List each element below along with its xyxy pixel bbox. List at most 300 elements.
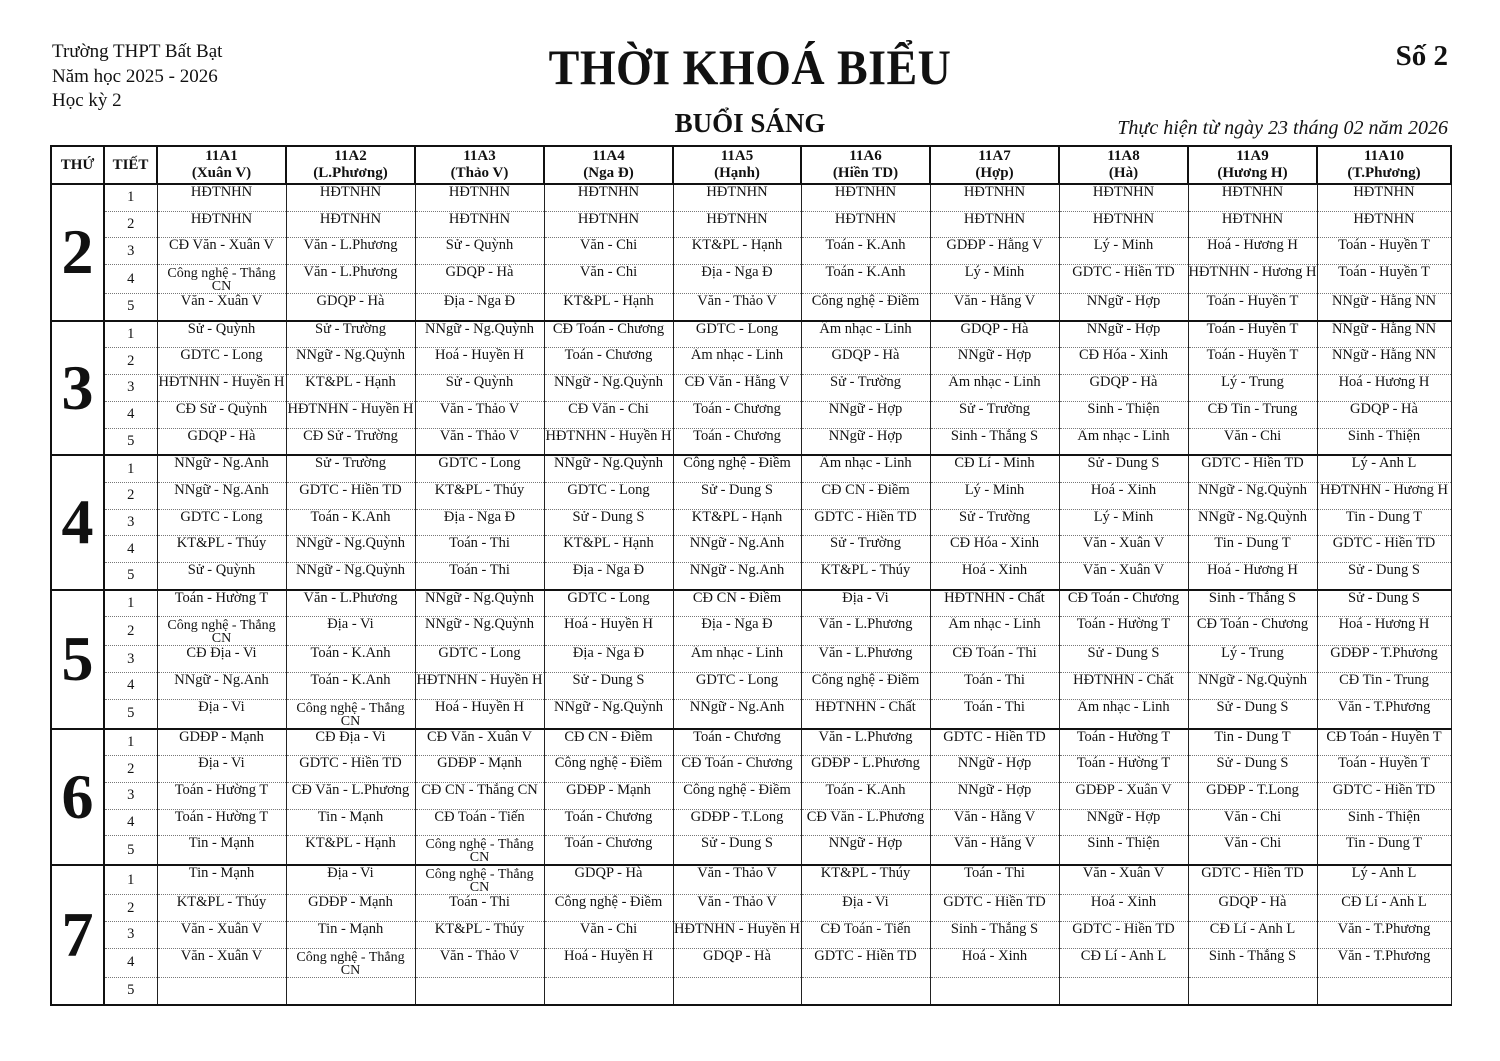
lesson-cell <box>1059 536 1188 563</box>
lesson-cell <box>1317 699 1451 729</box>
timetable <box>50 145 1452 1006</box>
lesson-cell <box>286 948 415 977</box>
lesson-text: Địa - Nga Đ <box>443 509 516 525</box>
lesson-text: KT&PL - Thúy <box>176 536 267 552</box>
lesson-text: GDQP - Hà <box>574 866 643 882</box>
period-number: 5 <box>104 977 157 1004</box>
lesson-text: HĐTNHN - Chất <box>944 590 1045 606</box>
lesson-cell <box>415 948 544 977</box>
lesson-text: CĐ Văn - Xuân V <box>427 729 532 745</box>
lesson-text: HĐTNHN <box>448 211 511 227</box>
lesson-text: Văn - Hằng V <box>953 836 1036 852</box>
lesson-cell <box>286 617 415 646</box>
period-number: 3 <box>104 509 157 536</box>
table-row <box>51 348 1451 375</box>
lesson-text: GDTC - Hiền TD <box>1072 922 1175 938</box>
lesson-text: HĐTNHN <box>1092 211 1155 227</box>
lesson-cell <box>286 428 415 455</box>
lesson-text: HĐTNHN <box>963 185 1026 200</box>
lesson-text: Sinh - Thắng S <box>950 428 1039 444</box>
lesson-cell <box>286 783 415 810</box>
lesson-cell <box>673 948 801 977</box>
lesson-cell <box>1188 482 1317 509</box>
lesson-cell <box>1188 509 1317 536</box>
lesson-text: KT&PL - Hạnh <box>305 375 396 391</box>
lesson-cell <box>673 482 801 509</box>
page-title: THỜI KHOÁ BIỂU <box>548 39 952 95</box>
lesson-text: CĐ Toán - Chương <box>681 756 793 772</box>
table-row <box>51 562 1451 589</box>
column-header-class <box>673 146 801 184</box>
lesson-text: Công nghệ - Điềm <box>554 895 663 911</box>
lesson-cell <box>415 562 544 589</box>
lesson-cell <box>930 455 1059 482</box>
lesson-cell <box>1188 809 1317 836</box>
period-number: 1 <box>104 590 157 617</box>
lesson-cell <box>1188 922 1317 949</box>
lesson-cell <box>157 348 286 375</box>
homeroom-teacher: (Hiền TD) <box>832 165 899 181</box>
lesson-cell <box>415 482 544 509</box>
lesson-cell <box>930 673 1059 700</box>
lesson-text: CĐ Toán - Tiến <box>434 809 525 825</box>
lesson-cell <box>157 509 286 536</box>
lesson-text: Văn - Chi <box>579 922 638 938</box>
homeroom-teacher: (Thảo V) <box>450 165 509 181</box>
lesson-text: GDĐP - T.Long <box>690 809 784 825</box>
lesson-text: CĐ Toán - Chương <box>1196 617 1309 633</box>
lesson-text: NNgữ - Ng.Quỳnh <box>1198 509 1307 525</box>
lesson-text: NNgữ - Ng.Quỳnh <box>1198 673 1307 688</box>
lesson-cell <box>1188 375 1317 402</box>
lesson-text: Lý - Anh L <box>1351 866 1417 882</box>
period-number: 4 <box>104 673 157 700</box>
table-row <box>51 699 1451 729</box>
lesson-text: GDĐP - Mạnh <box>308 895 393 911</box>
lesson-text: CĐ Toán - Thi <box>952 646 1037 662</box>
lesson-cell <box>157 590 286 617</box>
table-row <box>51 590 1451 617</box>
lesson-text: Toán - Huyền T <box>1206 348 1299 364</box>
lesson-cell <box>1188 265 1317 294</box>
lesson-cell <box>673 783 801 810</box>
day-label: 4 <box>51 455 104 589</box>
lesson-cell <box>930 509 1059 536</box>
lesson-cell <box>544 590 673 617</box>
lesson-text: CĐ CN - Thắng CN <box>421 783 538 799</box>
lesson-text: NNgữ - Ng.Quỳnh <box>425 617 534 633</box>
lesson-text: Sử - Dung S <box>572 673 645 688</box>
lesson-text: Địa - Vi <box>842 590 889 606</box>
lesson-cell <box>1188 455 1317 482</box>
lesson-text: CĐ Địa - Vi <box>315 729 386 745</box>
lesson-text: Tin - Dung T <box>1214 729 1291 745</box>
lesson-cell <box>673 238 801 265</box>
lesson-cell <box>415 294 544 321</box>
period-number: 5 <box>104 294 157 321</box>
lesson-text: Toán - Huyền T <box>1338 238 1430 254</box>
lesson-cell <box>1188 948 1317 977</box>
table-row <box>51 617 1451 646</box>
lesson-text: NNgữ - Ng.Anh <box>174 456 269 472</box>
table-row <box>51 729 1451 756</box>
lesson-text: Văn - Xuân V <box>180 922 263 938</box>
lesson-text: KT&PL - Thúy <box>820 562 911 578</box>
lesson-cell <box>801 836 930 866</box>
lesson-text: Sử - Dung S <box>1216 756 1289 772</box>
lesson-cell <box>286 375 415 402</box>
lesson-text: CĐ CN - Điềm <box>821 482 910 498</box>
lesson-text: CĐ Lí - Anh L <box>1341 895 1427 911</box>
lesson-cell <box>415 977 544 1004</box>
day-label: 7 <box>51 865 104 1004</box>
column-header-class <box>1059 146 1188 184</box>
column-header-period: TIẾT <box>104 146 157 184</box>
table-row <box>51 948 1451 977</box>
lesson-cell <box>930 482 1059 509</box>
lesson-text: Sử - Trường <box>830 536 901 552</box>
lesson-text: Văn - Thảo V <box>697 895 777 911</box>
day-label: 5 <box>51 590 104 729</box>
lesson-cell <box>1188 977 1317 1004</box>
lesson-text: Hoá - Huyền H <box>564 948 653 964</box>
lesson-text: Sinh - Thắng S <box>1208 948 1297 964</box>
lesson-cell <box>157 428 286 455</box>
lesson-text: CĐ CN - Điềm <box>692 590 782 606</box>
lesson-cell <box>286 562 415 589</box>
lesson-cell <box>286 211 415 238</box>
lesson-text: CĐ Toán - Huyền T <box>1326 729 1442 745</box>
lesson-text: Văn - L.Phương <box>303 238 398 254</box>
lesson-cell <box>286 865 415 895</box>
period-number: 4 <box>104 401 157 428</box>
lesson-cell <box>544 809 673 836</box>
lesson-cell <box>1317 294 1451 321</box>
lesson-text: NNgữ - Ng.Quỳnh <box>425 321 534 337</box>
lesson-cell <box>1059 375 1188 402</box>
lesson-cell <box>1188 783 1317 810</box>
lesson-text: Sử - Quỳnh <box>445 238 514 254</box>
lesson-cell <box>1188 895 1317 922</box>
lesson-cell <box>673 809 801 836</box>
lesson-text: GDĐP - Hằng V <box>946 238 1043 254</box>
lesson-text <box>416 978 544 1004</box>
lesson-cell <box>673 509 801 536</box>
lesson-text: GDTC - Hiền TD <box>1201 866 1304 882</box>
lesson-text: CĐ Toán - Tiến <box>820 922 911 938</box>
lesson-text: Âm nhạc - Linh <box>948 617 1041 633</box>
lesson-text: GDTC - Long <box>180 348 263 364</box>
lesson-cell <box>1188 756 1317 783</box>
lesson-cell <box>415 590 544 617</box>
lesson-text: Văn - L.Phương <box>303 265 398 281</box>
lesson-text: Văn - Chi <box>1223 809 1282 825</box>
lesson-cell <box>286 977 415 1004</box>
lesson-cell <box>930 809 1059 836</box>
lesson-cell <box>544 865 673 895</box>
lesson-cell <box>157 809 286 836</box>
lesson-cell <box>1059 482 1188 509</box>
lesson-cell <box>801 590 930 617</box>
lesson-cell <box>930 699 1059 729</box>
lesson-text: CĐ Hóa - Xinh <box>949 536 1039 552</box>
lesson-text: Văn - Chi <box>579 265 638 281</box>
lesson-cell <box>801 562 930 589</box>
lesson-text: Văn - Chi <box>579 238 638 254</box>
lesson-cell <box>157 294 286 321</box>
lesson-cell <box>1317 673 1451 700</box>
period-number: 2 <box>104 895 157 922</box>
table-row <box>51 482 1451 509</box>
class-name: 11A6 <box>849 148 882 164</box>
lesson-cell <box>544 562 673 589</box>
period-number: 5 <box>104 699 157 729</box>
lesson-text: GDTC - Long <box>567 590 650 606</box>
lesson-text: CĐ Toán - Chương <box>552 321 665 337</box>
period-number: 3 <box>104 922 157 949</box>
lesson-cell <box>673 401 801 428</box>
lesson-text: Toán - Hường T <box>174 590 269 606</box>
lesson-cell <box>157 617 286 646</box>
lesson-cell <box>157 836 286 866</box>
homeroom-teacher: (Hợp) <box>975 165 1014 181</box>
period-number: 1 <box>104 865 157 895</box>
lesson-text: Sử - Dung S <box>1348 562 1420 578</box>
lesson-text: GDQP - Hà <box>316 294 385 310</box>
lesson-text: Lý - Trung <box>1221 375 1284 391</box>
lesson-text: Sử - Dung S <box>572 509 645 525</box>
table-row <box>51 428 1451 455</box>
lesson-cell <box>930 265 1059 294</box>
lesson-cell <box>157 238 286 265</box>
lesson-cell <box>1188 536 1317 563</box>
lesson-cell <box>1317 809 1451 836</box>
lesson-text: HĐTNHN <box>577 211 640 227</box>
lesson-text: Toán - Huyền T <box>1338 756 1430 772</box>
lesson-text <box>1318 978 1451 1004</box>
lesson-cell <box>1188 428 1317 455</box>
homeroom-teacher: (Hạnh) <box>714 165 760 181</box>
lesson-text: KT&PL - Thúy <box>434 922 525 938</box>
lesson-cell <box>415 699 544 729</box>
lesson-text: GDTC - Hiền TD <box>1072 265 1175 281</box>
lesson-text: Văn - Thảo V <box>697 866 777 882</box>
lesson-cell <box>415 922 544 949</box>
lesson-text: KT&PL - Hạnh <box>563 294 654 310</box>
lesson-cell <box>1059 211 1188 238</box>
lesson-text: KT&PL - Hạnh <box>305 836 396 852</box>
lesson-cell <box>673 375 801 402</box>
lesson-text: CĐ Văn - L.Phương <box>806 809 925 825</box>
homeroom-teacher: (Xuân V) <box>191 165 252 181</box>
lesson-cell <box>286 321 415 348</box>
lesson-text: Văn - L.Phương <box>818 617 913 633</box>
lesson-text: HĐTNHN <box>1092 185 1155 200</box>
lesson-cell <box>801 348 930 375</box>
lesson-text: NNgữ - Ng.Quỳnh <box>296 536 405 552</box>
lesson-cell <box>1188 348 1317 375</box>
lesson-text: Văn - Chi <box>1223 836 1282 852</box>
lesson-text: Sử - Dung S <box>1087 456 1160 472</box>
lesson-cell <box>415 783 544 810</box>
lesson-cell <box>544 977 673 1004</box>
lesson-text: KT&PL - Hạnh <box>691 509 783 525</box>
lesson-cell <box>1059 455 1188 482</box>
lesson-text: Văn - Xuân V <box>1082 866 1165 882</box>
lesson-text: HĐTNHN <box>963 211 1026 227</box>
table-row <box>51 265 1451 294</box>
lesson-cell <box>673 699 801 729</box>
lesson-cell <box>1059 673 1188 700</box>
column-header-class <box>1317 146 1451 184</box>
lesson-cell <box>157 783 286 810</box>
lesson-text: CĐ Lí - Minh <box>954 456 1035 472</box>
lesson-text: Sử - Dung S <box>701 836 773 852</box>
lesson-cell <box>930 238 1059 265</box>
lesson-cell <box>1317 590 1451 617</box>
lesson-cell <box>801 948 930 977</box>
lesson-cell <box>1059 401 1188 428</box>
table-row <box>51 238 1451 265</box>
lesson-text: Địa - Vi <box>842 895 889 911</box>
lesson-text: KT&PL - Thúy <box>820 866 911 882</box>
lesson-cell <box>157 646 286 673</box>
lesson-cell <box>415 211 544 238</box>
lesson-text: Toán - Huyền T <box>1206 321 1299 337</box>
lesson-text: NNgữ - Hợp <box>957 783 1032 799</box>
lesson-text: CĐ Văn - L.Phương <box>291 783 410 799</box>
lesson-text: Văn - L.Phương <box>303 590 398 606</box>
lesson-text: NNgữ - Hằng NN <box>1331 321 1437 337</box>
lesson-text: Toán - K.Anh <box>310 509 391 525</box>
column-header-day: THỨ <box>51 146 104 184</box>
lesson-text: Địa - Nga Đ <box>701 617 773 633</box>
lesson-cell <box>286 895 415 922</box>
lesson-text <box>802 978 930 1004</box>
lesson-text: NNgữ - Hợp <box>1086 321 1161 337</box>
lesson-cell <box>544 294 673 321</box>
lesson-text: Sinh - Thắng S <box>1208 590 1297 606</box>
table-row <box>51 895 1451 922</box>
lesson-cell <box>801 294 930 321</box>
lesson-text: Công nghệ - Thắng CN <box>167 267 276 294</box>
lesson-cell <box>930 536 1059 563</box>
lesson-text: Sử - Trường <box>959 401 1030 417</box>
table-row <box>51 375 1451 402</box>
lesson-text: Lý - Trung <box>1221 646 1284 662</box>
lesson-cell <box>286 809 415 836</box>
lesson-cell <box>415 809 544 836</box>
lesson-text: CĐ Hóa - Xinh <box>1078 348 1168 364</box>
lesson-text: Địa - Vi <box>198 756 245 772</box>
period-number: 1 <box>104 729 157 756</box>
lesson-cell <box>1059 948 1188 977</box>
lesson-cell <box>673 428 801 455</box>
lesson-cell <box>1317 865 1451 895</box>
lesson-cell <box>1317 895 1451 922</box>
class-name: 11A10 <box>1363 148 1404 164</box>
lesson-cell <box>1317 482 1451 509</box>
lesson-cell <box>930 184 1059 211</box>
lesson-cell <box>415 646 544 673</box>
lesson-text: HĐTNHN <box>706 185 768 200</box>
lesson-cell <box>930 401 1059 428</box>
lesson-cell <box>930 590 1059 617</box>
lesson-text: CĐ Văn - Chi <box>568 401 649 417</box>
lesson-cell <box>673 729 801 756</box>
lesson-cell <box>1317 375 1451 402</box>
lesson-cell <box>157 922 286 949</box>
lesson-text: Công nghệ - Điềm <box>683 456 791 472</box>
lesson-text: NNgữ - Ng.Quỳnh <box>1198 482 1307 498</box>
lesson-cell <box>157 482 286 509</box>
lesson-text: GDQP - Hà <box>445 265 514 281</box>
lesson-cell <box>1317 509 1451 536</box>
lesson-cell <box>1317 977 1451 1004</box>
lesson-cell <box>415 401 544 428</box>
lesson-text: Công nghệ - Điềm <box>811 673 920 688</box>
lesson-text: Địa - Vi <box>327 866 374 882</box>
lesson-text: Âm nhạc - Linh <box>690 348 784 364</box>
lesson-text: GDTC - Hiền TD <box>299 756 402 772</box>
lesson-cell <box>801 482 930 509</box>
school-year: Năm học 2025 - 2026 <box>52 65 218 87</box>
lesson-cell <box>801 455 930 482</box>
lesson-cell <box>286 238 415 265</box>
lesson-cell <box>930 646 1059 673</box>
lesson-text: Văn - T.Phương <box>1337 922 1431 938</box>
lesson-cell <box>801 375 930 402</box>
lesson-text: GDTC - Hiền TD <box>943 729 1046 745</box>
lesson-cell <box>1059 922 1188 949</box>
lesson-text: CĐ Lí - Anh L <box>1209 922 1296 938</box>
table-row <box>51 783 1451 810</box>
lesson-cell <box>1059 509 1188 536</box>
lesson-cell <box>415 865 544 895</box>
table-row <box>51 455 1451 482</box>
lesson-cell <box>1188 646 1317 673</box>
lesson-cell <box>1059 699 1188 729</box>
lesson-cell <box>157 977 286 1004</box>
lesson-cell <box>157 321 286 348</box>
lesson-cell <box>801 265 930 294</box>
lesson-cell <box>930 836 1059 866</box>
lesson-text: Âm nhạc - Linh <box>690 646 784 662</box>
lesson-text: Sinh - Thiện <box>1347 428 1421 444</box>
lesson-cell <box>1059 184 1188 211</box>
lesson-cell <box>1317 211 1451 238</box>
lesson-cell <box>1317 783 1451 810</box>
lesson-cell <box>544 922 673 949</box>
lesson-cell <box>801 428 930 455</box>
lesson-text: Toán - K.Anh <box>825 265 906 281</box>
column-header-class <box>157 146 286 184</box>
lesson-text: GDTC - Long <box>438 646 521 662</box>
period-number: 4 <box>104 809 157 836</box>
lesson-text: Lý - Minh <box>964 265 1025 281</box>
lesson-text: Văn - Thảo V <box>439 948 520 964</box>
lesson-text: Văn - Xuân V <box>1082 562 1165 578</box>
lesson-text: Văn - Chi <box>1223 428 1282 444</box>
lesson-cell <box>1317 948 1451 977</box>
table-row <box>51 646 1451 673</box>
lesson-text: HĐTNHN <box>706 211 768 227</box>
lesson-cell <box>1188 562 1317 589</box>
lesson-text: Toán - Huyền T <box>1206 294 1299 310</box>
lesson-cell <box>286 673 415 700</box>
column-header-class <box>1188 146 1317 184</box>
lesson-cell <box>1188 836 1317 866</box>
